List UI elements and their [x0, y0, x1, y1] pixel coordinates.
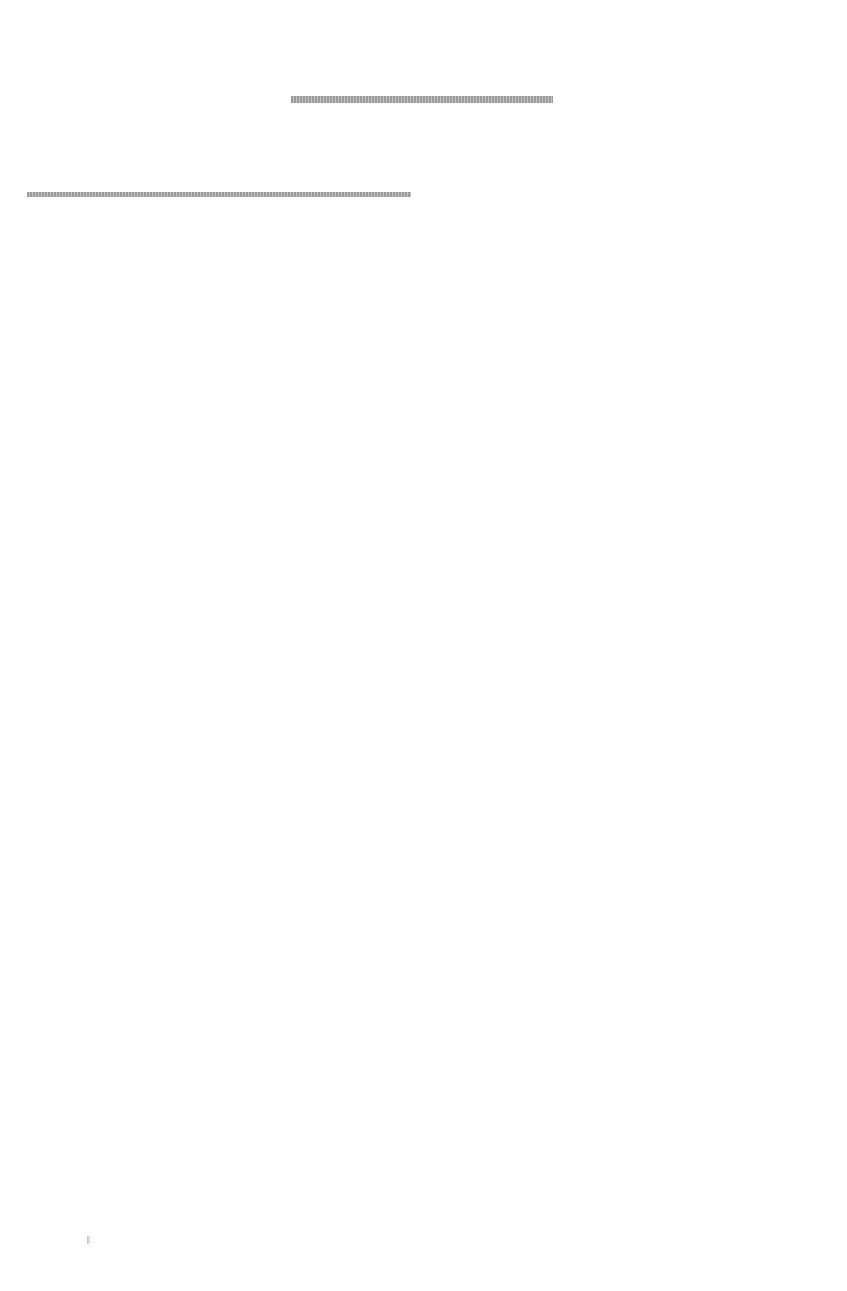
toc-left-column	[27, 172, 411, 207]
part-title-underline	[27, 192, 411, 197]
corner-mark: ᛒ	[86, 1236, 92, 1246]
title-underline	[291, 96, 553, 103]
